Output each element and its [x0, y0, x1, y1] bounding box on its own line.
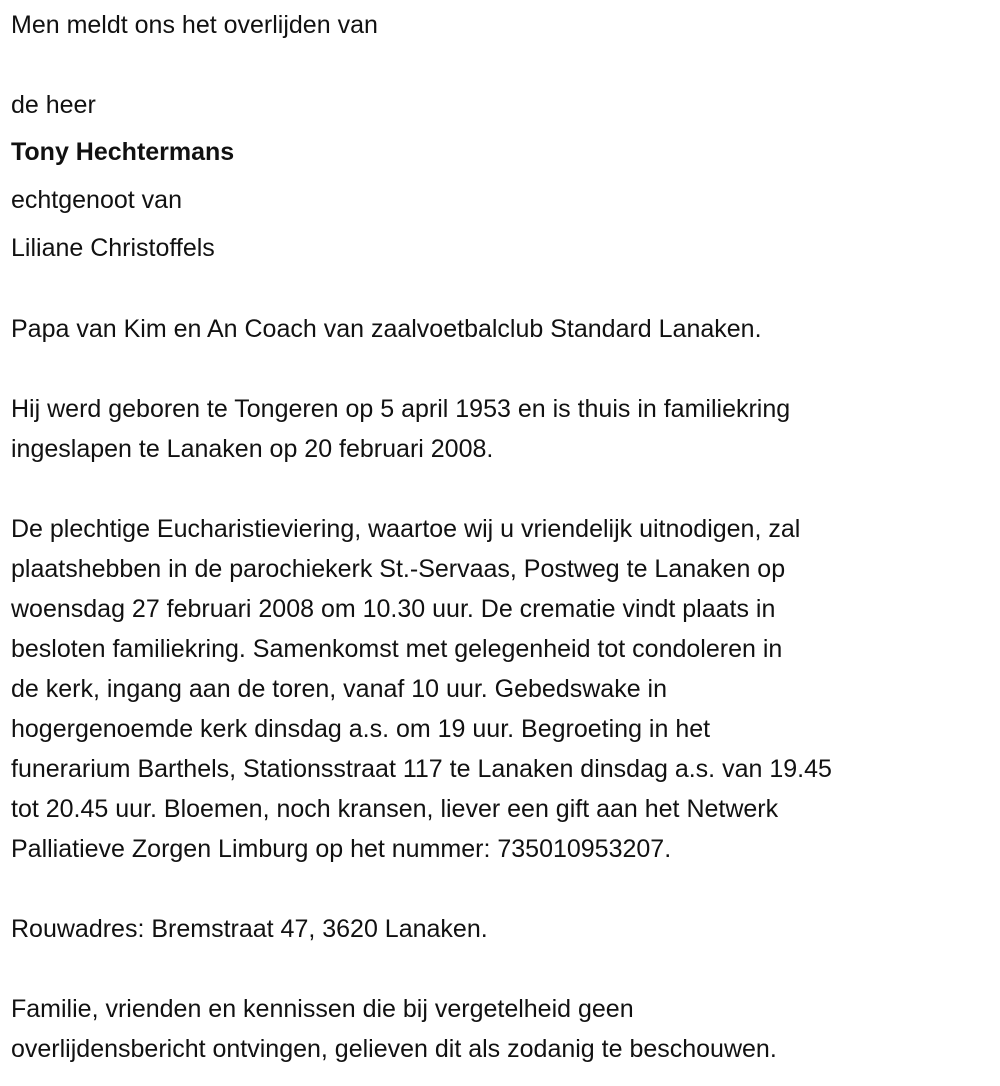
- text-line: besloten familiekring. Samenkomst met gelegenheid tot condoleren in: [11, 635, 783, 663]
- text-line: Familie, vrienden en kennissen die bij vergetelheid geen: [11, 995, 634, 1023]
- deceased-block: [11, 85, 234, 272]
- text-line: De plechtige Eucharistieviering, waartoe wij u vriendelijk uitnodigen, zal: [11, 515, 801, 543]
- text-line: tot 20.45 uur. Bloemen, noch kransen, liever een gift aan het Netwerk: [11, 795, 779, 823]
- title: de heer: [11, 91, 96, 119]
- text-line: funerarium Barthels, Stationsstraat 117 te Lanaken dinsdag a.s. van 19.45: [11, 755, 832, 783]
- deceased-name: Tony Hechtermans: [11, 138, 235, 166]
- text-line: ingeslapen te Lanaken op 20 februari 2008.: [11, 435, 494, 463]
- spouse-label: echtgenoot van: [11, 186, 182, 214]
- text-line: Hij werd geboren te Tongeren op 5 april 1953 en is thuis in familiekring: [11, 395, 791, 423]
- family-paragraph: [11, 309, 762, 349]
- ceremony-paragraph: [11, 509, 832, 869]
- text-line: hogergenoemde kerk dinsdag a.s. om 19 uur. Begroeting in het: [11, 715, 711, 743]
- text-line: Palliatieve Zorgen Limburg op het nummer: 735010953207.: [11, 835, 672, 863]
- intro-text: [11, 5, 378, 45]
- birth-death-paragraph: [11, 389, 790, 469]
- intro-line: Men meldt ons het overlijden van: [11, 11, 378, 39]
- text-line: plaatshebben in de parochiekerk St.-Servaas, Postweg te Lanaken op: [11, 555, 786, 583]
- text-line: woensdag 27 februari 2008 om 10.30 uur. De crematie vindt plaats in: [11, 595, 776, 623]
- text-line: de kerk, ingang aan de toren, vanaf 10 uur. Gebedswake in: [11, 675, 668, 703]
- address-line: Rouwadres: Bremstraat 47, 3620 Lanaken.: [11, 915, 488, 943]
- address-paragraph: [11, 909, 488, 949]
- spouse-name: Liliane Christoffels: [11, 234, 215, 262]
- text-line: overlijdensbericht ontvingen, gelieven dit als zodanig te beschouwen.: [11, 1035, 777, 1063]
- closing-paragraph: [11, 989, 777, 1069]
- family-line: Papa van Kim en An Coach van zaalvoetbalclub Standard Lanaken.: [11, 315, 762, 343]
